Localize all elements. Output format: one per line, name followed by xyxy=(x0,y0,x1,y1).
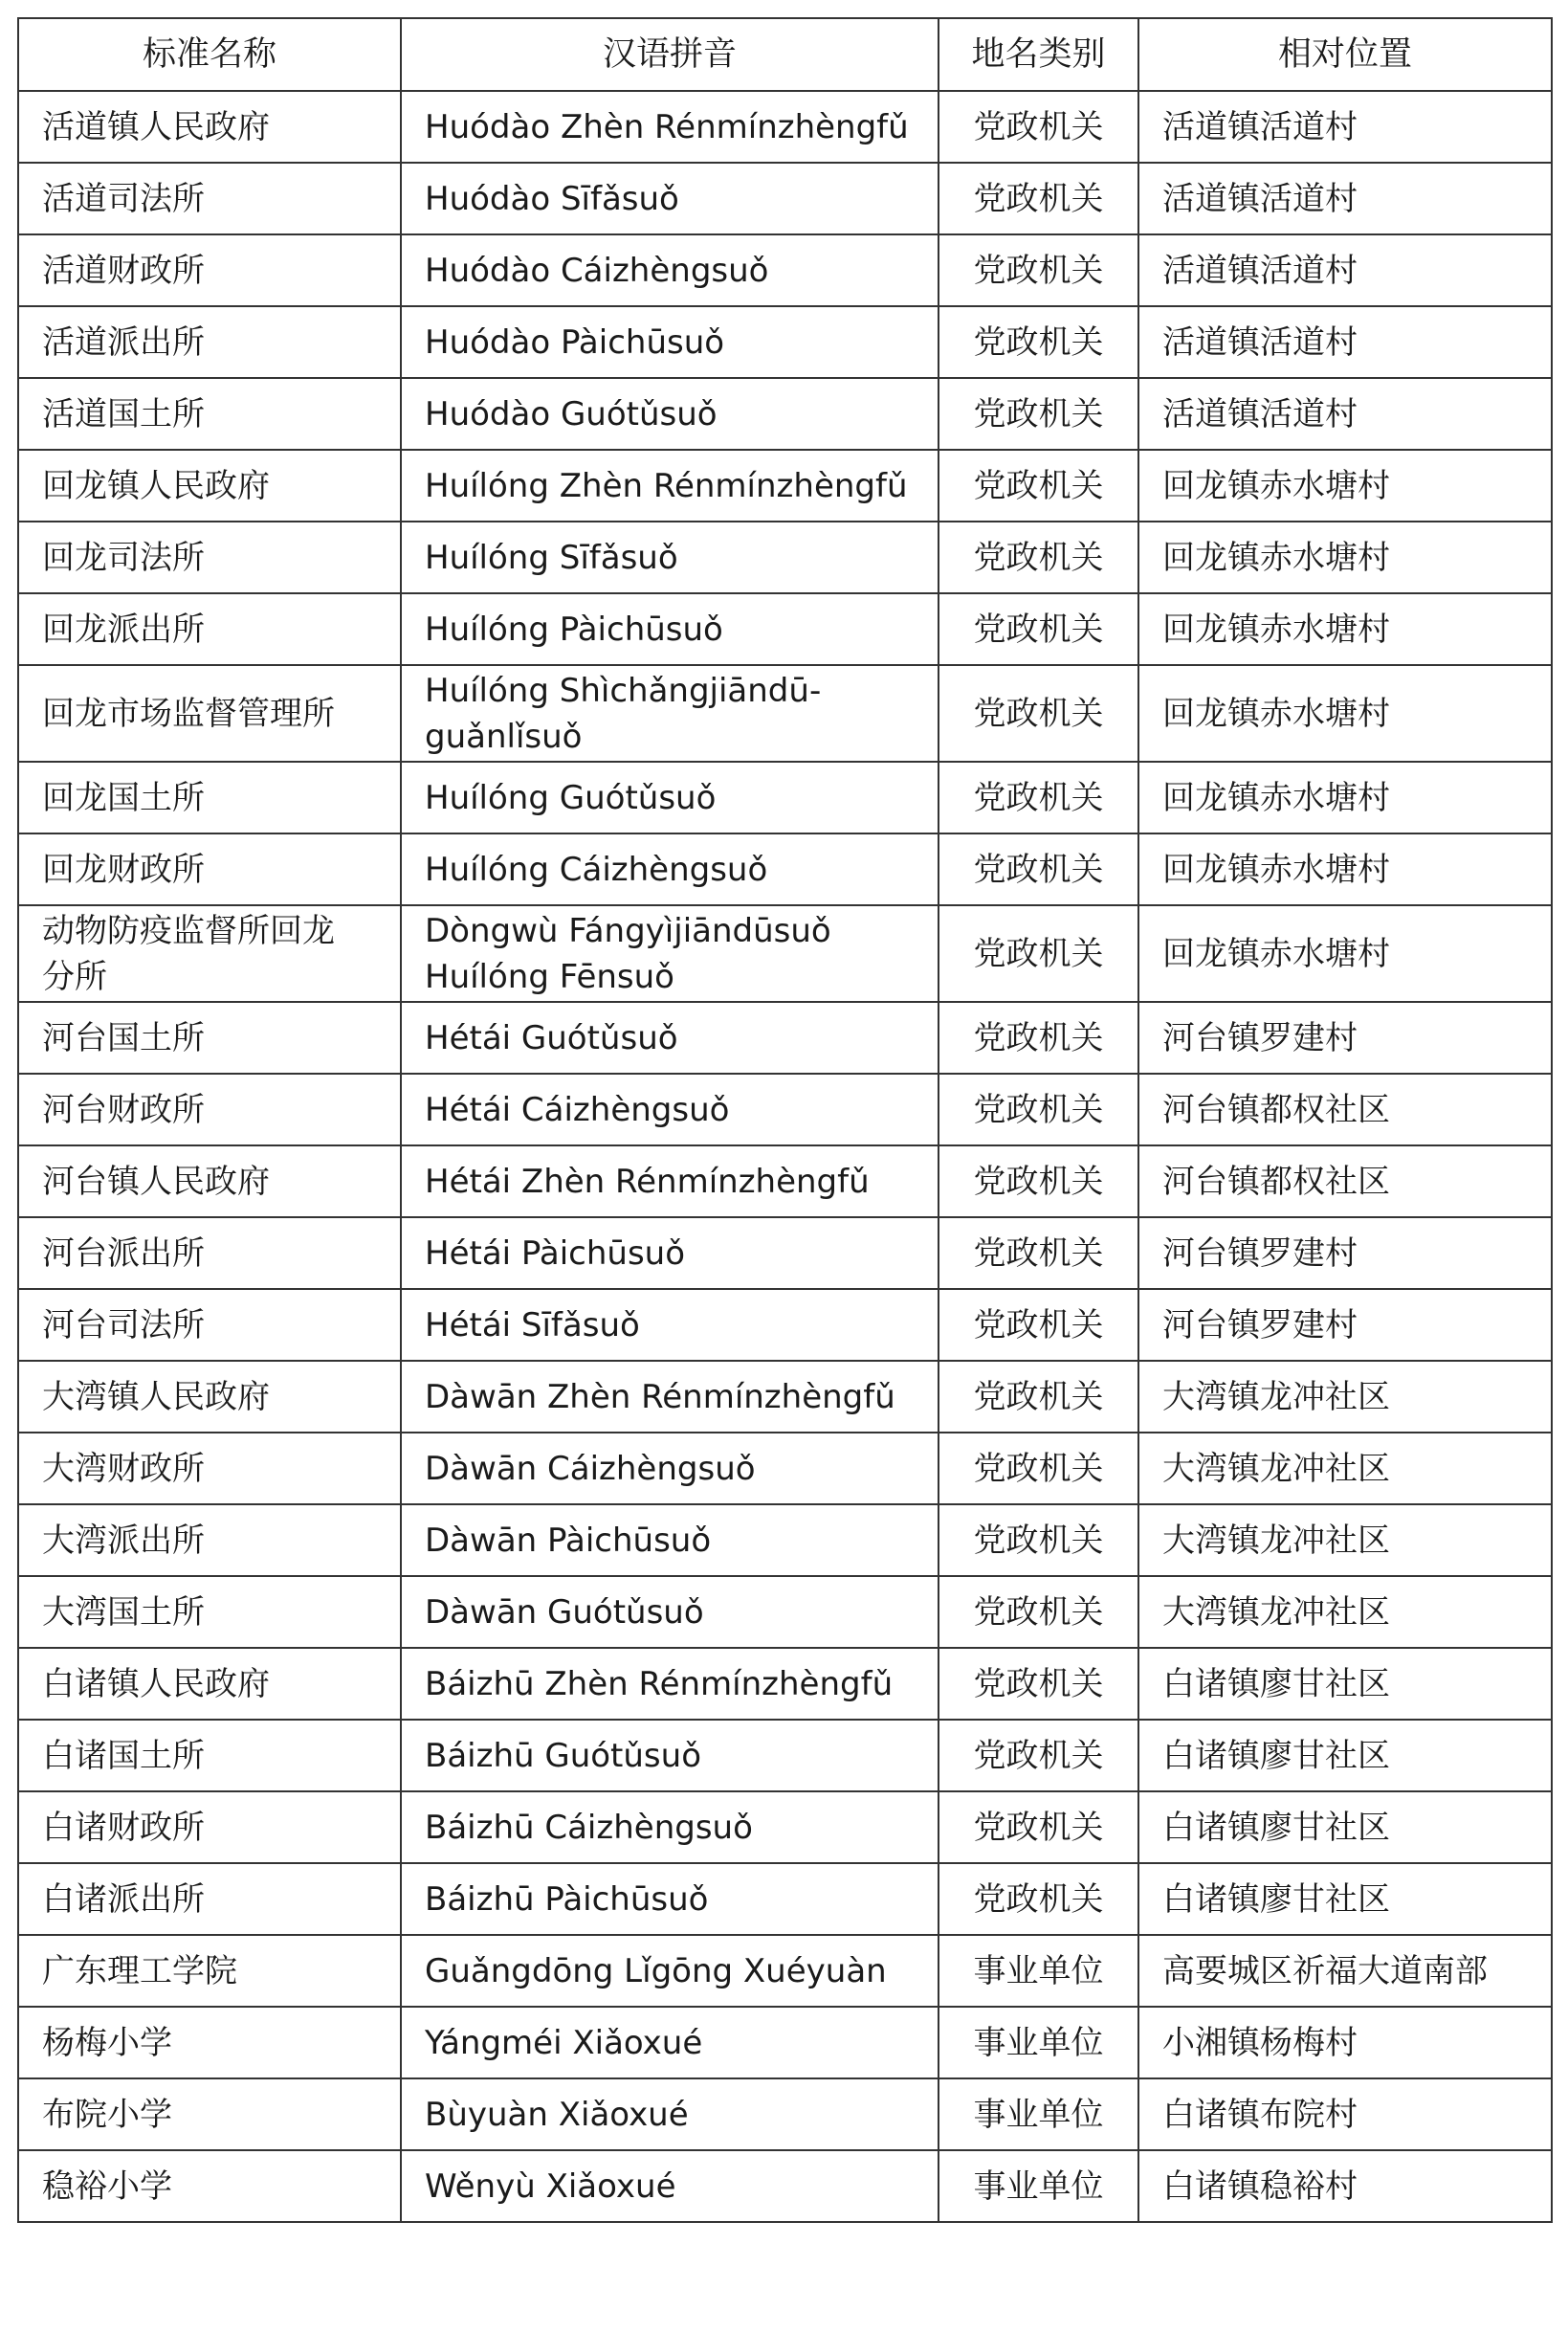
cell-place-category: 事业单位 xyxy=(939,1935,1138,2007)
cell-standard-name: 活道国土所 xyxy=(18,378,401,450)
cell-place-category: 党政机关 xyxy=(939,1361,1138,1433)
table-row xyxy=(18,163,1552,234)
cell-relative-location: 河台镇都权社区 xyxy=(1138,1145,1552,1217)
cell-place-category: 党政机关 xyxy=(939,378,1138,450)
table-row xyxy=(18,1576,1552,1648)
cell-place-category: 党政机关 xyxy=(939,1648,1138,1720)
cell-relative-location: 河台镇都权社区 xyxy=(1138,1074,1552,1145)
cell-pinyin: Huódào Pàichūsuǒ xyxy=(401,306,939,378)
cell-relative-location: 大湾镇龙冲社区 xyxy=(1138,1576,1552,1648)
cell-standard-name: 河台派出所 xyxy=(18,1217,401,1289)
cell-place-category: 党政机关 xyxy=(939,833,1138,905)
cell-standard-name: 白诸国土所 xyxy=(18,1720,401,1791)
cell-pinyin: Hétái Cáizhèngsuǒ xyxy=(401,1074,939,1145)
cell-pinyin: Huílóng Guótǔsuǒ xyxy=(401,762,939,833)
table-row xyxy=(18,1361,1552,1433)
table-row xyxy=(18,1289,1552,1361)
table-row xyxy=(18,1433,1552,1504)
table-row xyxy=(18,2007,1552,2078)
cell-standard-name: 河台财政所 xyxy=(18,1074,401,1145)
header-standard-name: 标准名称 xyxy=(18,18,401,91)
table-row xyxy=(18,91,1552,163)
cell-standard-name: 河台司法所 xyxy=(18,1289,401,1361)
cell-pinyin: Dòngwù Fángyìjiāndūsuǒ Huílóng Fēnsuǒ xyxy=(401,905,939,1002)
cell-place-category: 事业单位 xyxy=(939,2007,1138,2078)
cell-standard-name: 白诸派出所 xyxy=(18,1863,401,1935)
cell-relative-location: 大湾镇龙冲社区 xyxy=(1138,1361,1552,1433)
table-row xyxy=(18,306,1552,378)
cell-standard-name: 白诸财政所 xyxy=(18,1791,401,1863)
table-row xyxy=(18,2078,1552,2150)
cell-place-category: 党政机关 xyxy=(939,234,1138,306)
cell-standard-name: 活道派出所 xyxy=(18,306,401,378)
cell-relative-location: 白诸镇廖甘社区 xyxy=(1138,1720,1552,1791)
cell-pinyin: Wěnyù Xiǎoxué xyxy=(401,2150,939,2222)
cell-pinyin: Hétái Zhèn Rénmínzhèngfǔ xyxy=(401,1145,939,1217)
cell-place-category: 党政机关 xyxy=(939,306,1138,378)
cell-standard-name: 动物防疫监督所回龙 分所 xyxy=(18,905,401,1002)
table-row xyxy=(18,378,1552,450)
cell-relative-location: 回龙镇赤水塘村 xyxy=(1138,593,1552,665)
cell-pinyin: Huílóng Sīfǎsuǒ xyxy=(401,522,939,593)
cell-relative-location: 白诸镇稳裕村 xyxy=(1138,2150,1552,2222)
table-row xyxy=(18,762,1552,833)
cell-pinyin: Báizhū Zhèn Rénmínzhèngfǔ xyxy=(401,1648,939,1720)
table-row xyxy=(18,665,1552,762)
cell-relative-location: 白诸镇廖甘社区 xyxy=(1138,1648,1552,1720)
table-row xyxy=(18,593,1552,665)
cell-standard-name: 大湾镇人民政府 xyxy=(18,1361,401,1433)
cell-relative-location: 河台镇罗建村 xyxy=(1138,1289,1552,1361)
cell-pinyin: Dàwān Cáizhèngsuǒ xyxy=(401,1433,939,1504)
cell-place-category: 党政机关 xyxy=(939,1791,1138,1863)
cell-relative-location: 活道镇活道村 xyxy=(1138,234,1552,306)
cell-place-category: 党政机关 xyxy=(939,1720,1138,1791)
cell-pinyin: Báizhū Cáizhèngsuǒ xyxy=(401,1791,939,1863)
cell-standard-name: 大湾财政所 xyxy=(18,1433,401,1504)
table-row xyxy=(18,1863,1552,1935)
cell-relative-location: 大湾镇龙冲社区 xyxy=(1138,1504,1552,1576)
table-row xyxy=(18,1145,1552,1217)
cell-place-category: 党政机关 xyxy=(939,905,1138,1002)
cell-relative-location: 回龙镇赤水塘村 xyxy=(1138,762,1552,833)
cell-pinyin: Huílóng Shìchǎngjiāndū- guǎnlǐsuǒ xyxy=(401,665,939,762)
table-row xyxy=(18,905,1552,1002)
cell-relative-location: 河台镇罗建村 xyxy=(1138,1002,1552,1074)
cell-standard-name: 回龙镇人民政府 xyxy=(18,450,401,522)
cell-relative-location: 河台镇罗建村 xyxy=(1138,1217,1552,1289)
cell-pinyin: Báizhū Guótǔsuǒ xyxy=(401,1720,939,1791)
cell-standard-name: 稳裕小学 xyxy=(18,2150,401,2222)
cell-relative-location: 回龙镇赤水塘村 xyxy=(1138,665,1552,762)
cell-relative-location: 回龙镇赤水塘村 xyxy=(1138,522,1552,593)
cell-place-category: 事业单位 xyxy=(939,2078,1138,2150)
header-place-category: 地名类别 xyxy=(939,18,1138,91)
cell-relative-location: 小湘镇杨梅村 xyxy=(1138,2007,1552,2078)
cell-pinyin: Dàwān Zhèn Rénmínzhèngfǔ xyxy=(401,1361,939,1433)
cell-relative-location: 回龙镇赤水塘村 xyxy=(1138,450,1552,522)
table-row xyxy=(18,1217,1552,1289)
cell-place-category: 党政机关 xyxy=(939,450,1138,522)
header-pinyin: 汉语拼音 xyxy=(401,18,939,91)
table-row xyxy=(18,1648,1552,1720)
header-relative-location: 相对位置 xyxy=(1138,18,1552,91)
table-row xyxy=(18,450,1552,522)
cell-standard-name: 回龙派出所 xyxy=(18,593,401,665)
cell-pinyin: Báizhū Pàichūsuǒ xyxy=(401,1863,939,1935)
table-row xyxy=(18,1002,1552,1074)
cell-relative-location: 高要城区祈福大道南部 xyxy=(1138,1935,1552,2007)
cell-place-category: 党政机关 xyxy=(939,163,1138,234)
cell-place-category: 事业单位 xyxy=(939,2150,1138,2222)
table-row xyxy=(18,1504,1552,1576)
cell-pinyin: Huílóng Zhèn Rénmínzhèngfǔ xyxy=(401,450,939,522)
table-row xyxy=(18,234,1552,306)
cell-place-category: 党政机关 xyxy=(939,1217,1138,1289)
cell-pinyin: Huódào Cáizhèngsuǒ xyxy=(401,234,939,306)
cell-pinyin: Huódào Guótǔsuǒ xyxy=(401,378,939,450)
table-body xyxy=(18,91,1552,2222)
cell-place-category: 党政机关 xyxy=(939,1145,1138,1217)
cell-standard-name: 大湾国土所 xyxy=(18,1576,401,1648)
cell-place-category: 党政机关 xyxy=(939,1289,1138,1361)
cell-relative-location: 大湾镇龙冲社区 xyxy=(1138,1433,1552,1504)
cell-pinyin: Bùyuàn Xiǎoxué xyxy=(401,2078,939,2150)
cell-place-category: 党政机关 xyxy=(939,1576,1138,1648)
cell-relative-location: 白诸镇廖甘社区 xyxy=(1138,1791,1552,1863)
cell-pinyin: Guǎngdōng Lǐgōng Xuéyuàn xyxy=(401,1935,939,2007)
cell-standard-name: 回龙司法所 xyxy=(18,522,401,593)
cell-place-category: 党政机关 xyxy=(939,593,1138,665)
cell-pinyin: Huílóng Pàichūsuǒ xyxy=(401,593,939,665)
cell-standard-name: 大湾派出所 xyxy=(18,1504,401,1576)
table-row xyxy=(18,833,1552,905)
cell-pinyin: Dàwān Pàichūsuǒ xyxy=(401,1504,939,1576)
table-row xyxy=(18,2150,1552,2222)
table-header-row xyxy=(18,18,1552,91)
cell-place-category: 党政机关 xyxy=(939,1002,1138,1074)
cell-standard-name: 河台国土所 xyxy=(18,1002,401,1074)
cell-pinyin: Huílóng Cáizhèngsuǒ xyxy=(401,833,939,905)
cell-standard-name: 杨梅小学 xyxy=(18,2007,401,2078)
cell-place-category: 党政机关 xyxy=(939,522,1138,593)
cell-relative-location: 回龙镇赤水塘村 xyxy=(1138,833,1552,905)
cell-place-category: 党政机关 xyxy=(939,1074,1138,1145)
cell-relative-location: 白诸镇布院村 xyxy=(1138,2078,1552,2150)
cell-standard-name: 回龙市场监督管理所 xyxy=(18,665,401,762)
cell-relative-location: 活道镇活道村 xyxy=(1138,306,1552,378)
cell-standard-name: 回龙财政所 xyxy=(18,833,401,905)
table-row xyxy=(18,1935,1552,2007)
cell-relative-location: 回龙镇赤水塘村 xyxy=(1138,905,1552,1002)
cell-pinyin: Huódào Sīfǎsuǒ xyxy=(401,163,939,234)
cell-place-category: 党政机关 xyxy=(939,1863,1138,1935)
table-row xyxy=(18,522,1552,593)
table-row xyxy=(18,1791,1552,1863)
cell-standard-name: 布院小学 xyxy=(18,2078,401,2150)
cell-relative-location: 活道镇活道村 xyxy=(1138,91,1552,163)
cell-standard-name: 回龙国土所 xyxy=(18,762,401,833)
cell-place-category: 党政机关 xyxy=(939,1504,1138,1576)
cell-pinyin: Yángméi Xiǎoxué xyxy=(401,2007,939,2078)
cell-place-category: 党政机关 xyxy=(939,665,1138,762)
cell-standard-name: 白诸镇人民政府 xyxy=(18,1648,401,1720)
cell-standard-name: 活道镇人民政府 xyxy=(18,91,401,163)
cell-pinyin: Hétái Sīfǎsuǒ xyxy=(401,1289,939,1361)
place-name-table xyxy=(17,17,1553,2223)
cell-standard-name: 广东理工学院 xyxy=(18,1935,401,2007)
cell-place-category: 党政机关 xyxy=(939,1433,1138,1504)
cell-place-category: 党政机关 xyxy=(939,762,1138,833)
cell-standard-name: 活道财政所 xyxy=(18,234,401,306)
cell-pinyin: Hétái Pàichūsuǒ xyxy=(401,1217,939,1289)
cell-standard-name: 河台镇人民政府 xyxy=(18,1145,401,1217)
table-row xyxy=(18,1074,1552,1145)
cell-relative-location: 活道镇活道村 xyxy=(1138,163,1552,234)
cell-pinyin: Dàwān Guótǔsuǒ xyxy=(401,1576,939,1648)
cell-pinyin: Huódào Zhèn Rénmínzhèngfǔ xyxy=(401,91,939,163)
cell-relative-location: 白诸镇廖甘社区 xyxy=(1138,1863,1552,1935)
cell-place-category: 党政机关 xyxy=(939,91,1138,163)
cell-relative-location: 活道镇活道村 xyxy=(1138,378,1552,450)
cell-standard-name: 活道司法所 xyxy=(18,163,401,234)
cell-pinyin: Hétái Guótǔsuǒ xyxy=(401,1002,939,1074)
table-row xyxy=(18,1720,1552,1791)
